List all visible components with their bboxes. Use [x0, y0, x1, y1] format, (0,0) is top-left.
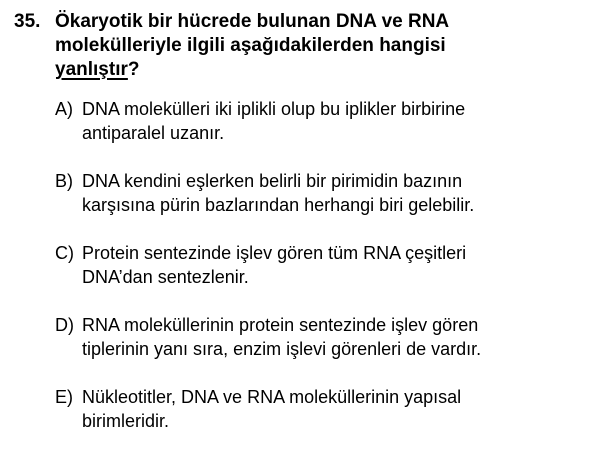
option-line: RNA moleküllerinin protein sentezinde işlev gören — [82, 315, 479, 335]
option-line: DNA kendini eşlerken belirli bir pirimidin bazının — [82, 171, 463, 191]
option-text — [82, 169, 582, 217]
option-d[interactable] — [55, 313, 585, 361]
option-a[interactable] — [55, 97, 585, 145]
option-text — [82, 97, 582, 145]
option-c[interactable] — [55, 241, 585, 289]
option-line: DNA molekülleri iki iplikli olup bu iplikler birbirine — [82, 99, 466, 119]
option-line: DNA’dan sentezlenir. — [82, 267, 249, 287]
option-letter: A) — [55, 99, 73, 119]
option-text — [82, 241, 582, 289]
question-number: 35. — [14, 11, 41, 32]
stem-question-mark: ? — [127, 59, 140, 80]
option-text — [82, 313, 582, 361]
stem-line-2: molekülleriyle ilgili aşağıdakilerden hangisi — [55, 35, 446, 56]
stem-line-1: Ökaryotik bir hücrede bulunan DNA ve RNA — [55, 11, 450, 32]
option-line: tiplerinin yanı sıra, enzim işlevi görenleri de vardır. — [82, 339, 482, 359]
question-stem — [55, 10, 575, 82]
option-letter: E) — [55, 387, 73, 407]
stem-line-3 — [55, 58, 575, 82]
answer-options — [55, 97, 585, 457]
option-line: Protein sentezinde işlev gören tüm RNA çeşitleri — [82, 243, 467, 263]
option-letter: D) — [55, 315, 74, 335]
option-letter: C) — [55, 243, 74, 263]
option-letter: B) — [55, 171, 73, 191]
option-line: Nükleotitler, DNA ve RNA moleküllerinin yapısal — [82, 387, 462, 407]
option-line: birimleridir. — [82, 411, 170, 431]
option-b[interactable] — [55, 169, 585, 217]
option-line: karşısına pürin bazlarından herhangi biri gelebilir. — [82, 195, 475, 215]
stem-emphasis: yanlıştır — [55, 59, 128, 80]
option-e[interactable] — [55, 385, 585, 433]
option-text — [82, 385, 582, 433]
option-line: antiparalel uzanır. — [82, 123, 225, 143]
